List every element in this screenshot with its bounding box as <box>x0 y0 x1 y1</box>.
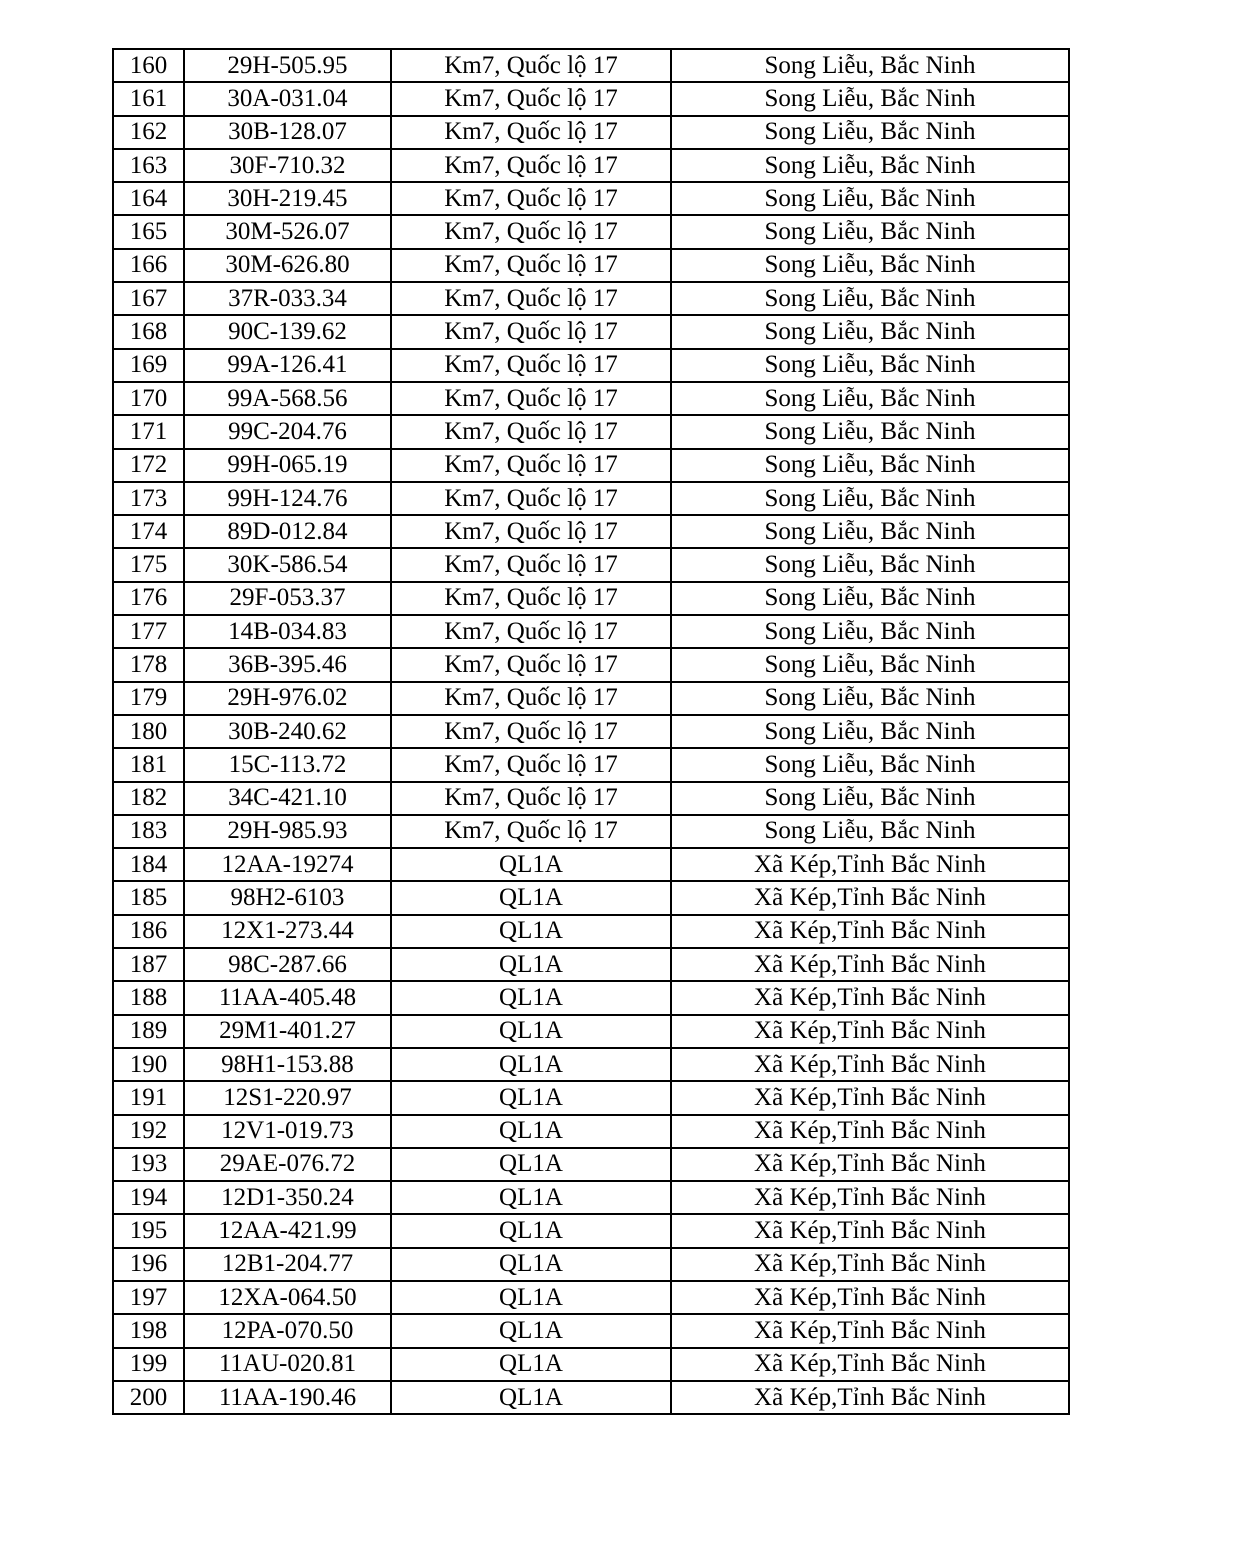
place-cell: Song Liễu, Bắc Ninh <box>671 349 1069 382</box>
row-number-cell: 167 <box>113 282 184 315</box>
table-row <box>113 848 1069 881</box>
location-cell: Km7, Quốc lộ 17 <box>391 49 671 82</box>
location-cell: QL1A <box>391 915 671 948</box>
location-cell: QL1A <box>391 1148 671 1181</box>
location-cell: Km7, Quốc lộ 17 <box>391 715 671 748</box>
license-plate-cell: 37R-033.34 <box>184 282 391 315</box>
place-cell: Song Liễu, Bắc Ninh <box>671 182 1069 215</box>
row-number-cell: 189 <box>113 1015 184 1048</box>
place-cell: Xã Kép,Tỉnh Bắc Ninh <box>671 1214 1069 1247</box>
table-row <box>113 815 1069 848</box>
row-number-cell: 183 <box>113 815 184 848</box>
license-plate-cell: 12B1-204.77 <box>184 1248 391 1281</box>
row-number-cell: 184 <box>113 848 184 881</box>
table-row <box>113 715 1069 748</box>
table-row <box>113 82 1069 115</box>
location-cell: Km7, Quốc lộ 17 <box>391 249 671 282</box>
license-plate-cell: 30B-128.07 <box>184 116 391 149</box>
place-cell: Xã Kép,Tỉnh Bắc Ninh <box>671 881 1069 914</box>
table-row <box>113 182 1069 215</box>
license-plate-cell: 30F-710.32 <box>184 149 391 182</box>
table-row <box>113 415 1069 448</box>
license-plate-cell: 12AA-421.99 <box>184 1214 391 1247</box>
place-cell: Xã Kép,Tỉnh Bắc Ninh <box>671 1048 1069 1081</box>
place-cell: Song Liễu, Bắc Ninh <box>671 449 1069 482</box>
location-cell: Km7, Quốc lộ 17 <box>391 382 671 415</box>
place-cell: Xã Kép,Tỉnh Bắc Ninh <box>671 915 1069 948</box>
location-cell: Km7, Quốc lộ 17 <box>391 282 671 315</box>
license-plate-cell: 99H-124.76 <box>184 482 391 515</box>
location-cell: Km7, Quốc lộ 17 <box>391 215 671 248</box>
license-plate-cell: 30B-240.62 <box>184 715 391 748</box>
location-cell: Km7, Quốc lộ 17 <box>391 548 671 581</box>
row-number-cell: 181 <box>113 748 184 781</box>
license-plate-cell: 98H2-6103 <box>184 881 391 914</box>
location-cell: Km7, Quốc lộ 17 <box>391 682 671 715</box>
row-number-cell: 171 <box>113 415 184 448</box>
place-cell: Song Liễu, Bắc Ninh <box>671 382 1069 415</box>
row-number-cell: 177 <box>113 615 184 648</box>
location-cell: QL1A <box>391 1281 671 1314</box>
license-plate-cell: 99C-204.76 <box>184 415 391 448</box>
place-cell: Xã Kép,Tỉnh Bắc Ninh <box>671 948 1069 981</box>
license-plate-cell: 29H-976.02 <box>184 682 391 715</box>
table-row <box>113 548 1069 581</box>
place-cell: Xã Kép,Tỉnh Bắc Ninh <box>671 1081 1069 1114</box>
place-cell: Song Liễu, Bắc Ninh <box>671 49 1069 82</box>
table-row <box>113 215 1069 248</box>
row-number-cell: 187 <box>113 948 184 981</box>
row-number-cell: 188 <box>113 981 184 1014</box>
license-plate-cell: 98H1-153.88 <box>184 1048 391 1081</box>
row-number-cell: 186 <box>113 915 184 948</box>
row-number-cell: 182 <box>113 782 184 815</box>
row-number-cell: 172 <box>113 449 184 482</box>
row-number-cell: 193 <box>113 1148 184 1181</box>
location-cell: Km7, Quốc lộ 17 <box>391 582 671 615</box>
place-cell: Song Liễu, Bắc Ninh <box>671 648 1069 681</box>
place-cell: Xã Kép,Tỉnh Bắc Ninh <box>671 1015 1069 1048</box>
table-row <box>113 1148 1069 1181</box>
row-number-cell: 178 <box>113 648 184 681</box>
row-number-cell: 180 <box>113 715 184 748</box>
location-cell: QL1A <box>391 848 671 881</box>
table-row <box>113 615 1069 648</box>
license-plate-cell: 12D1-350.24 <box>184 1181 391 1214</box>
license-plate-cell: 30A-031.04 <box>184 82 391 115</box>
table-body <box>113 49 1069 1414</box>
license-plate-cell: 36B-395.46 <box>184 648 391 681</box>
location-cell: Km7, Quốc lộ 17 <box>391 149 671 182</box>
table-row <box>113 1348 1069 1381</box>
row-number-cell: 179 <box>113 682 184 715</box>
location-cell: Km7, Quốc lộ 17 <box>391 748 671 781</box>
place-cell: Song Liễu, Bắc Ninh <box>671 149 1069 182</box>
table-row <box>113 1214 1069 1247</box>
table-row <box>113 482 1069 515</box>
license-plate-cell: 12X1-273.44 <box>184 915 391 948</box>
table-row <box>113 515 1069 548</box>
row-number-cell: 199 <box>113 1348 184 1381</box>
table-row <box>113 49 1069 82</box>
row-number-cell: 163 <box>113 149 184 182</box>
place-cell: Xã Kép,Tỉnh Bắc Ninh <box>671 1181 1069 1214</box>
place-cell: Xã Kép,Tỉnh Bắc Ninh <box>671 981 1069 1014</box>
license-plate-cell: 12PA-070.50 <box>184 1314 391 1347</box>
table-row <box>113 981 1069 1014</box>
row-number-cell: 190 <box>113 1048 184 1081</box>
table-row <box>113 1314 1069 1347</box>
place-cell: Song Liễu, Bắc Ninh <box>671 748 1069 781</box>
table-row <box>113 116 1069 149</box>
place-cell: Xã Kép,Tỉnh Bắc Ninh <box>671 848 1069 881</box>
license-plate-cell: 99A-126.41 <box>184 349 391 382</box>
row-number-cell: 169 <box>113 349 184 382</box>
location-cell: QL1A <box>391 981 671 1014</box>
place-cell: Xã Kép,Tỉnh Bắc Ninh <box>671 1348 1069 1381</box>
table-row <box>113 682 1069 715</box>
license-plate-cell: 29M1-401.27 <box>184 1015 391 1048</box>
place-cell: Song Liễu, Bắc Ninh <box>671 116 1069 149</box>
row-number-cell: 164 <box>113 182 184 215</box>
license-plate-cell: 90C-139.62 <box>184 315 391 348</box>
license-plate-cell: 12AA-19274 <box>184 848 391 881</box>
place-cell: Song Liễu, Bắc Ninh <box>671 82 1069 115</box>
location-cell: Km7, Quốc lộ 17 <box>391 116 671 149</box>
license-plate-cell: 30K-586.54 <box>184 548 391 581</box>
location-cell: QL1A <box>391 1348 671 1381</box>
license-plate-cell: 11AU-020.81 <box>184 1348 391 1381</box>
place-cell: Song Liễu, Bắc Ninh <box>671 582 1069 615</box>
location-cell: QL1A <box>391 1181 671 1214</box>
table-row <box>113 915 1069 948</box>
place-cell: Xã Kép,Tỉnh Bắc Ninh <box>671 1248 1069 1281</box>
table-row <box>113 282 1069 315</box>
row-number-cell: 192 <box>113 1115 184 1148</box>
table-row <box>113 748 1069 781</box>
location-cell: Km7, Quốc lộ 17 <box>391 182 671 215</box>
license-plate-cell: 15C-113.72 <box>184 748 391 781</box>
row-number-cell: 194 <box>113 1181 184 1214</box>
location-cell: Km7, Quốc lộ 17 <box>391 315 671 348</box>
license-plate-cell: 12S1-220.97 <box>184 1081 391 1114</box>
place-cell: Song Liễu, Bắc Ninh <box>671 215 1069 248</box>
location-cell: QL1A <box>391 1081 671 1114</box>
location-cell: Km7, Quốc lộ 17 <box>391 415 671 448</box>
row-number-cell: 176 <box>113 582 184 615</box>
location-cell: QL1A <box>391 1015 671 1048</box>
table-row <box>113 1181 1069 1214</box>
location-cell: Km7, Quốc lộ 17 <box>391 782 671 815</box>
place-cell: Song Liễu, Bắc Ninh <box>671 548 1069 581</box>
violations-table <box>112 48 1070 1415</box>
table-row <box>113 881 1069 914</box>
row-number-cell: 165 <box>113 215 184 248</box>
license-plate-cell: 11AA-405.48 <box>184 981 391 1014</box>
table-row <box>113 149 1069 182</box>
table-row <box>113 1381 1069 1414</box>
place-cell: Xã Kép,Tỉnh Bắc Ninh <box>671 1281 1069 1314</box>
location-cell: Km7, Quốc lộ 17 <box>391 349 671 382</box>
location-cell: Km7, Quốc lộ 17 <box>391 815 671 848</box>
license-plate-cell: 30H-219.45 <box>184 182 391 215</box>
table-row <box>113 1015 1069 1048</box>
license-plate-cell: 12V1-019.73 <box>184 1115 391 1148</box>
row-number-cell: 166 <box>113 249 184 282</box>
license-plate-cell: 30M-626.80 <box>184 249 391 282</box>
location-cell: Km7, Quốc lộ 17 <box>391 515 671 548</box>
row-number-cell: 162 <box>113 116 184 149</box>
location-cell: QL1A <box>391 948 671 981</box>
row-number-cell: 191 <box>113 1081 184 1114</box>
place-cell: Song Liễu, Bắc Ninh <box>671 615 1069 648</box>
place-cell: Song Liễu, Bắc Ninh <box>671 415 1069 448</box>
row-number-cell: 195 <box>113 1214 184 1247</box>
location-cell: QL1A <box>391 1048 671 1081</box>
license-plate-cell: 29H-985.93 <box>184 815 391 848</box>
place-cell: Xã Kép,Tỉnh Bắc Ninh <box>671 1148 1069 1181</box>
place-cell: Song Liễu, Bắc Ninh <box>671 815 1069 848</box>
row-number-cell: 197 <box>113 1281 184 1314</box>
place-cell: Song Liễu, Bắc Ninh <box>671 482 1069 515</box>
location-cell: Km7, Quốc lộ 17 <box>391 648 671 681</box>
table-row <box>113 315 1069 348</box>
row-number-cell: 185 <box>113 881 184 914</box>
table-row <box>113 948 1069 981</box>
location-cell: QL1A <box>391 1248 671 1281</box>
license-plate-cell: 99A-568.56 <box>184 382 391 415</box>
license-plate-cell: 29H-505.95 <box>184 49 391 82</box>
row-number-cell: 198 <box>113 1314 184 1347</box>
license-plate-cell: 29F-053.37 <box>184 582 391 615</box>
location-cell: Km7, Quốc lộ 17 <box>391 615 671 648</box>
place-cell: Song Liễu, Bắc Ninh <box>671 715 1069 748</box>
table-row <box>113 648 1069 681</box>
location-cell: QL1A <box>391 1115 671 1148</box>
place-cell: Song Liễu, Bắc Ninh <box>671 249 1069 282</box>
table-row <box>113 1115 1069 1148</box>
place-cell: Xã Kép,Tỉnh Bắc Ninh <box>671 1314 1069 1347</box>
row-number-cell: 173 <box>113 482 184 515</box>
table-row <box>113 249 1069 282</box>
row-number-cell: 196 <box>113 1248 184 1281</box>
license-plate-cell: 98C-287.66 <box>184 948 391 981</box>
table-row <box>113 782 1069 815</box>
place-cell: Song Liễu, Bắc Ninh <box>671 682 1069 715</box>
place-cell: Song Liễu, Bắc Ninh <box>671 282 1069 315</box>
table-row <box>113 382 1069 415</box>
table-row <box>113 582 1069 615</box>
row-number-cell: 170 <box>113 382 184 415</box>
location-cell: Km7, Quốc lộ 17 <box>391 449 671 482</box>
location-cell: QL1A <box>391 1381 671 1414</box>
license-plate-cell: 12XA-064.50 <box>184 1281 391 1314</box>
place-cell: Song Liễu, Bắc Ninh <box>671 515 1069 548</box>
location-cell: Km7, Quốc lộ 17 <box>391 482 671 515</box>
place-cell: Song Liễu, Bắc Ninh <box>671 782 1069 815</box>
license-plate-cell: 14B-034.83 <box>184 615 391 648</box>
location-cell: Km7, Quốc lộ 17 <box>391 82 671 115</box>
license-plate-cell: 89D-012.84 <box>184 515 391 548</box>
license-plate-cell: 34C-421.10 <box>184 782 391 815</box>
row-number-cell: 200 <box>113 1381 184 1414</box>
place-cell: Xã Kép,Tỉnh Bắc Ninh <box>671 1115 1069 1148</box>
license-plate-cell: 29AE-076.72 <box>184 1148 391 1181</box>
row-number-cell: 160 <box>113 49 184 82</box>
table-row <box>113 449 1069 482</box>
table-row <box>113 1048 1069 1081</box>
location-cell: QL1A <box>391 1314 671 1347</box>
row-number-cell: 174 <box>113 515 184 548</box>
location-cell: QL1A <box>391 1214 671 1247</box>
row-number-cell: 161 <box>113 82 184 115</box>
place-cell: Song Liễu, Bắc Ninh <box>671 315 1069 348</box>
table-row <box>113 1281 1069 1314</box>
table-row <box>113 1081 1069 1114</box>
license-plate-cell: 99H-065.19 <box>184 449 391 482</box>
location-cell: QL1A <box>391 881 671 914</box>
row-number-cell: 168 <box>113 315 184 348</box>
table-row <box>113 349 1069 382</box>
license-plate-cell: 30M-526.07 <box>184 215 391 248</box>
place-cell: Xã Kép,Tỉnh Bắc Ninh <box>671 1381 1069 1414</box>
row-number-cell: 175 <box>113 548 184 581</box>
license-plate-cell: 11AA-190.46 <box>184 1381 391 1414</box>
table-row <box>113 1248 1069 1281</box>
